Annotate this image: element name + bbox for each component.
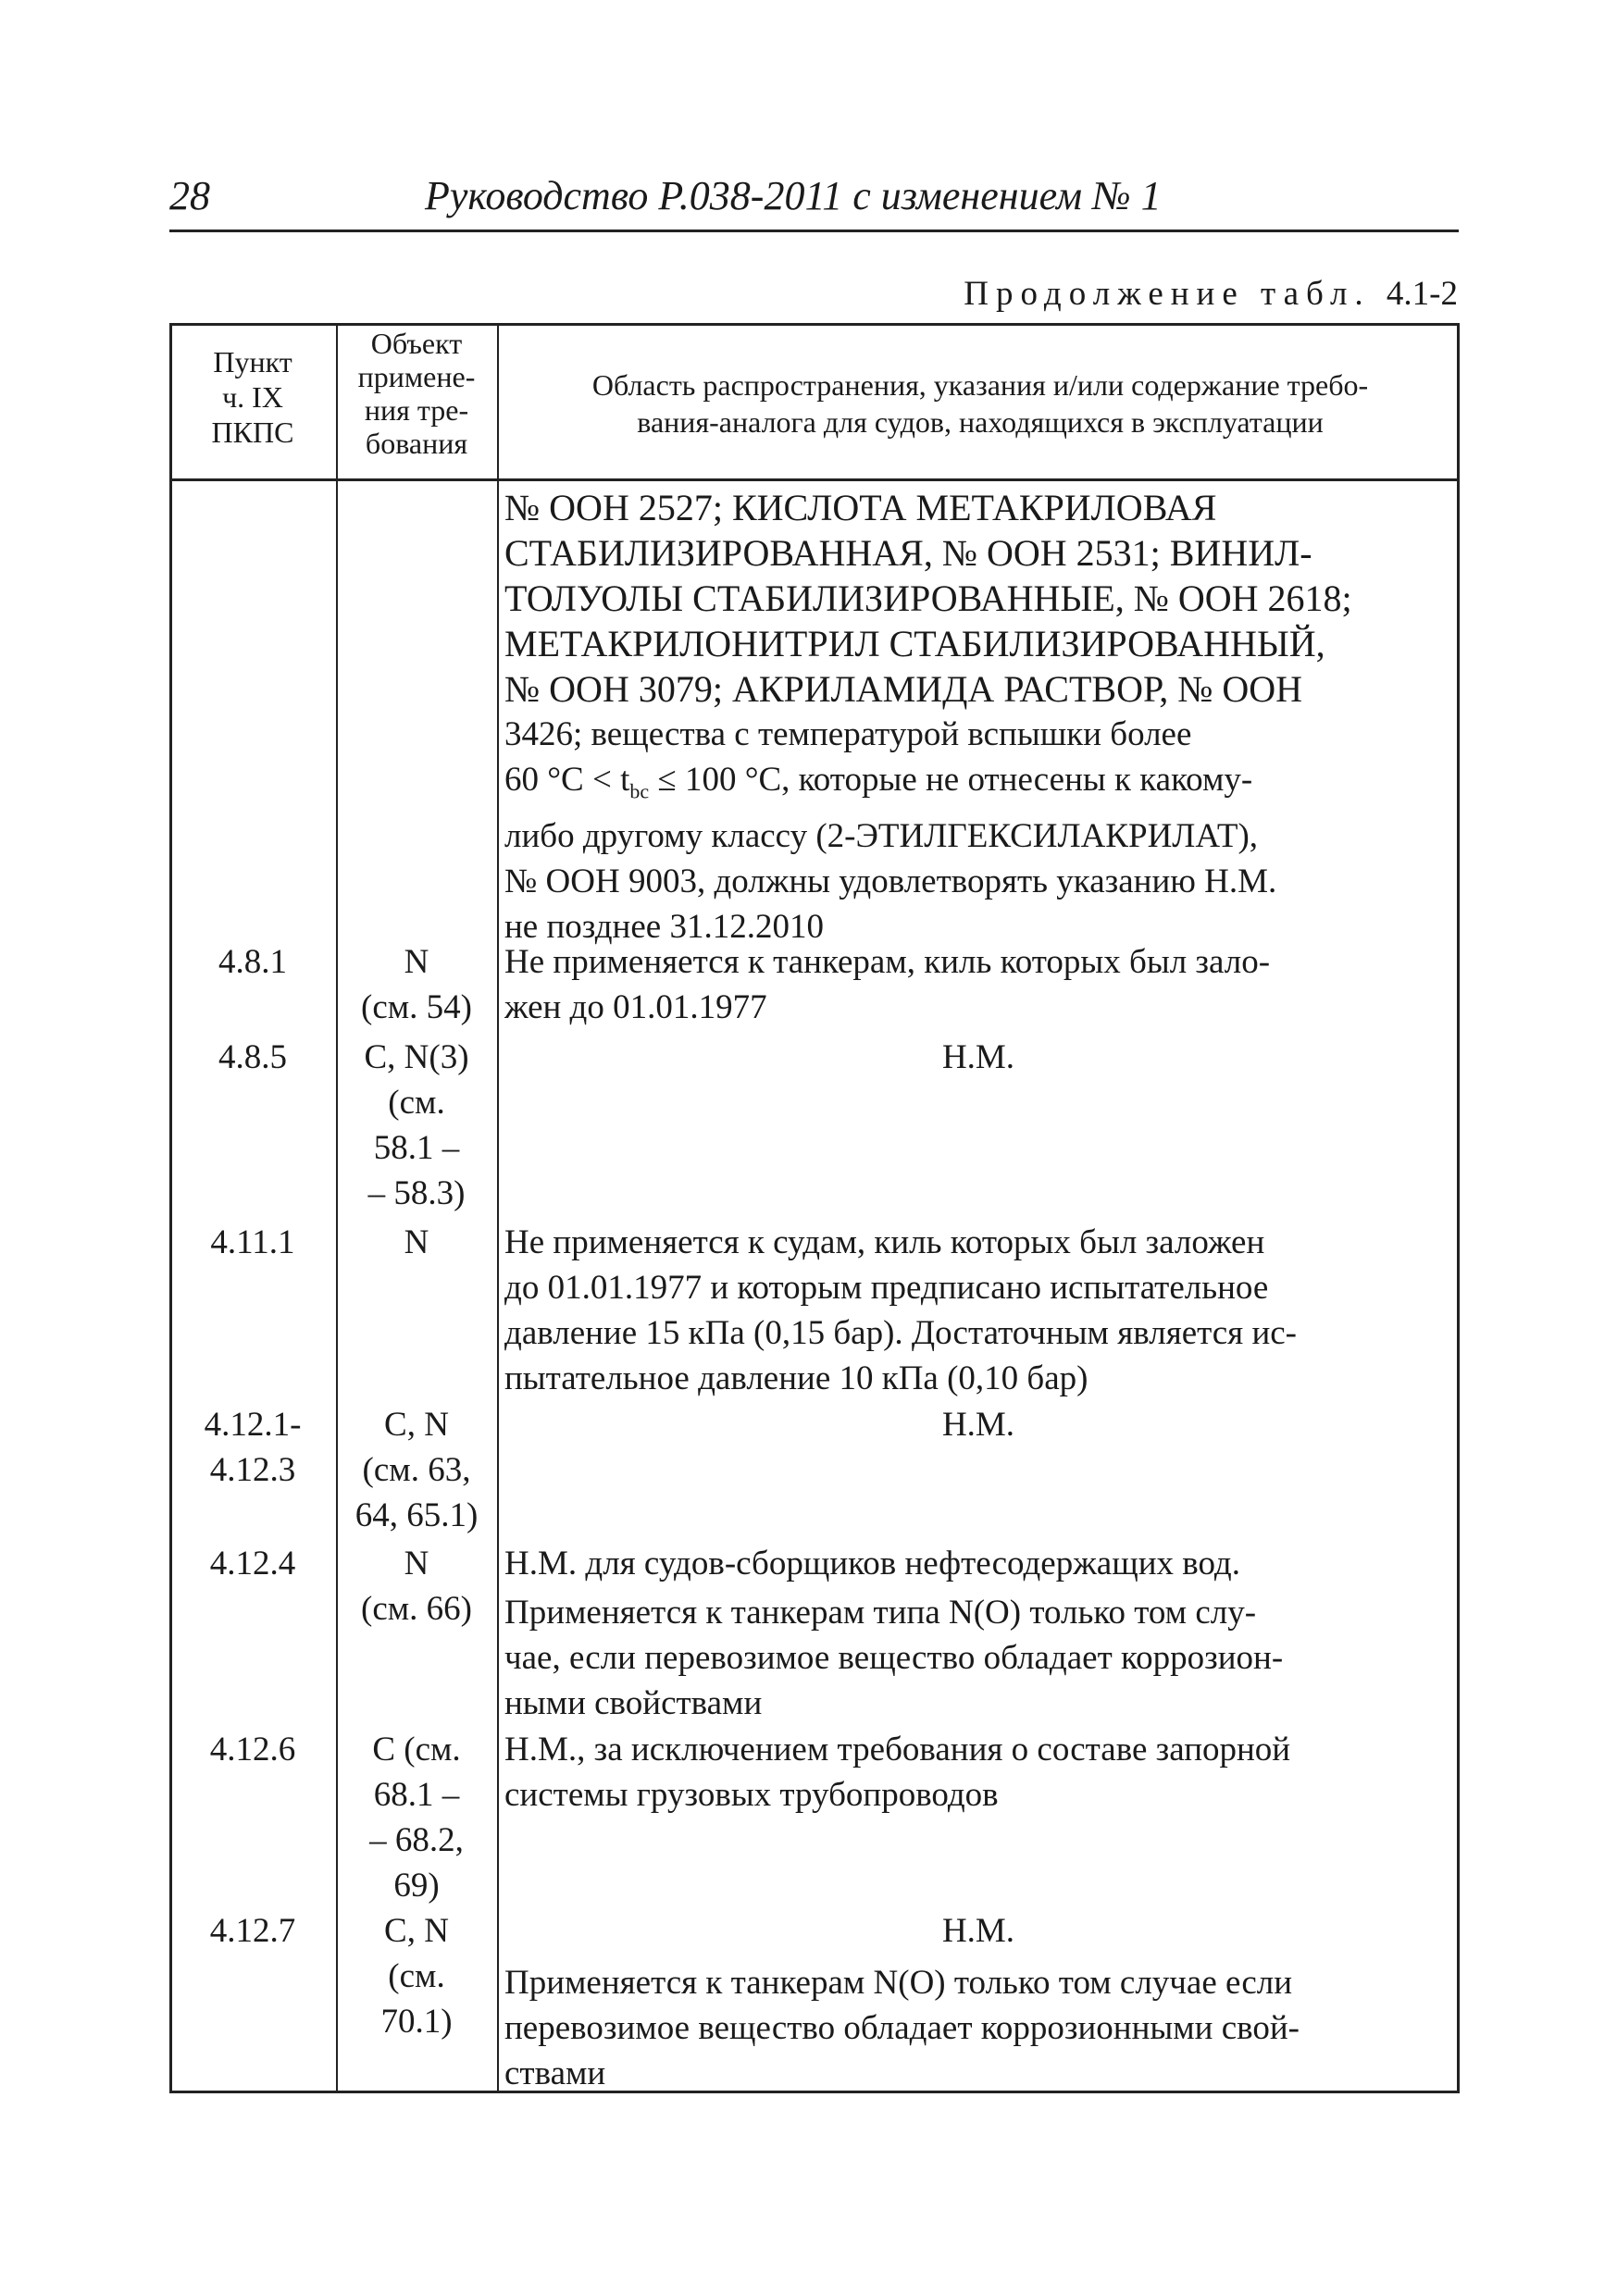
column-header-area: Область распространения, указания и/или содержание требо- вания-аналога для судов, находящихся в эксплуатации (591, 368, 1369, 439)
row-text: Н.М. для судов-сборщиков нефтесодержащих вод. Применяется к танкерам типа N(О) только том слу- чае, если перевозимое вещество обладает коррозион- ными свойствами (504, 1545, 1284, 1722)
row-punkt: 4.12.7 (209, 1912, 296, 1950)
row-punkt: 4.8.5 (218, 1038, 287, 1076)
row-center-text: Н.М. (941, 1912, 1015, 1950)
row-object: N (см. 54) (361, 943, 472, 1026)
header-rule (169, 478, 1460, 481)
column-header-object: Объект примене- ния тре- бования (357, 327, 476, 460)
table-caption (964, 274, 1458, 314)
table-caption-label: Продолжение табл. (964, 275, 1371, 313)
row-punkt: 4.8.1 (218, 943, 287, 981)
row-punkt: 4.12.4 (209, 1545, 296, 1582)
page-header (169, 172, 1459, 232)
row-text: Применяется к танкерам N(О) только том случае если перевозимое вещество обладает коррозионными свой- ствами (504, 1964, 1300, 2092)
row-punkt: 4.11.1 (210, 1223, 295, 1261)
row-text: Не применяется к судам, киль которых был заложен до 01.01.1977 и которым предписано испытательное давление 15 кПа (0,15 бар). Достаточным является ис- пытательное давление 10 кПа (0,10 бар) (504, 1223, 1297, 1397)
row-punkt: 4.12.6 (209, 1731, 296, 1769)
row-center-text: Н.М. (941, 1406, 1015, 1444)
row-object: N (404, 1223, 429, 1261)
row-object: С, N (см. 63, 64, 65.1) (354, 1406, 479, 1534)
row-punkt: 4.12.1- 4.12.3 (204, 1406, 302, 1489)
page-number: 28 (169, 173, 210, 218)
row-object: С, N (см. 70.1) (380, 1912, 453, 2041)
row-continuation-text: № ООН 2527; КИСЛОТА МЕТАКРИЛОВАЯ СТАБИЛИЗИРОВАННАЯ, № ООН 2531; ВИНИЛ- ТОЛУОЛЫ СТАБИЛИЗИРОВАННЫЕ, № ООН 2618; МЕТАКРИЛОНИТРИЛ СТАБИЛИЗИРОВАННЫЙ, № ООН 3079; АКРИЛАМИДА РАСТВОР, № ООН 3426; вещества с температурой вспышки более 60 $^\circ C < t_{bc} \le 100$ °C, которые не отнесены к какому- либо другому классу (2-ЭТИЛГЕКСИЛАКРИЛАТ), № ООН 9003, должны удовлетворять указанию Н.М. не позднее 31.12.2010 (504, 487, 1352, 947)
row-text: Н.М., за исключением требования о составе запорной системы грузовых трубопроводов (504, 1731, 1291, 1814)
row-object: N (см. 66) (361, 1545, 472, 1628)
table-caption-number: 4.1-2 (1386, 275, 1458, 313)
running-title: Руководство Р.038-2011 с изменением № 1 (425, 173, 1162, 218)
row-center-text: Н.М. (941, 1038, 1015, 1076)
row-object: С (см. 68.1 – – 68.2, 69) (369, 1731, 464, 1905)
column-header-punkt: Пункт ч. IX ПКПС (211, 345, 294, 449)
row-text: Не применяется к танкерам, киль которых был зало- жен до 01.01.1977 (504, 943, 1271, 1026)
row-object: С, N(3) (см. 58.1 – – 58.3) (364, 1038, 469, 1212)
column-divider (497, 323, 499, 2093)
